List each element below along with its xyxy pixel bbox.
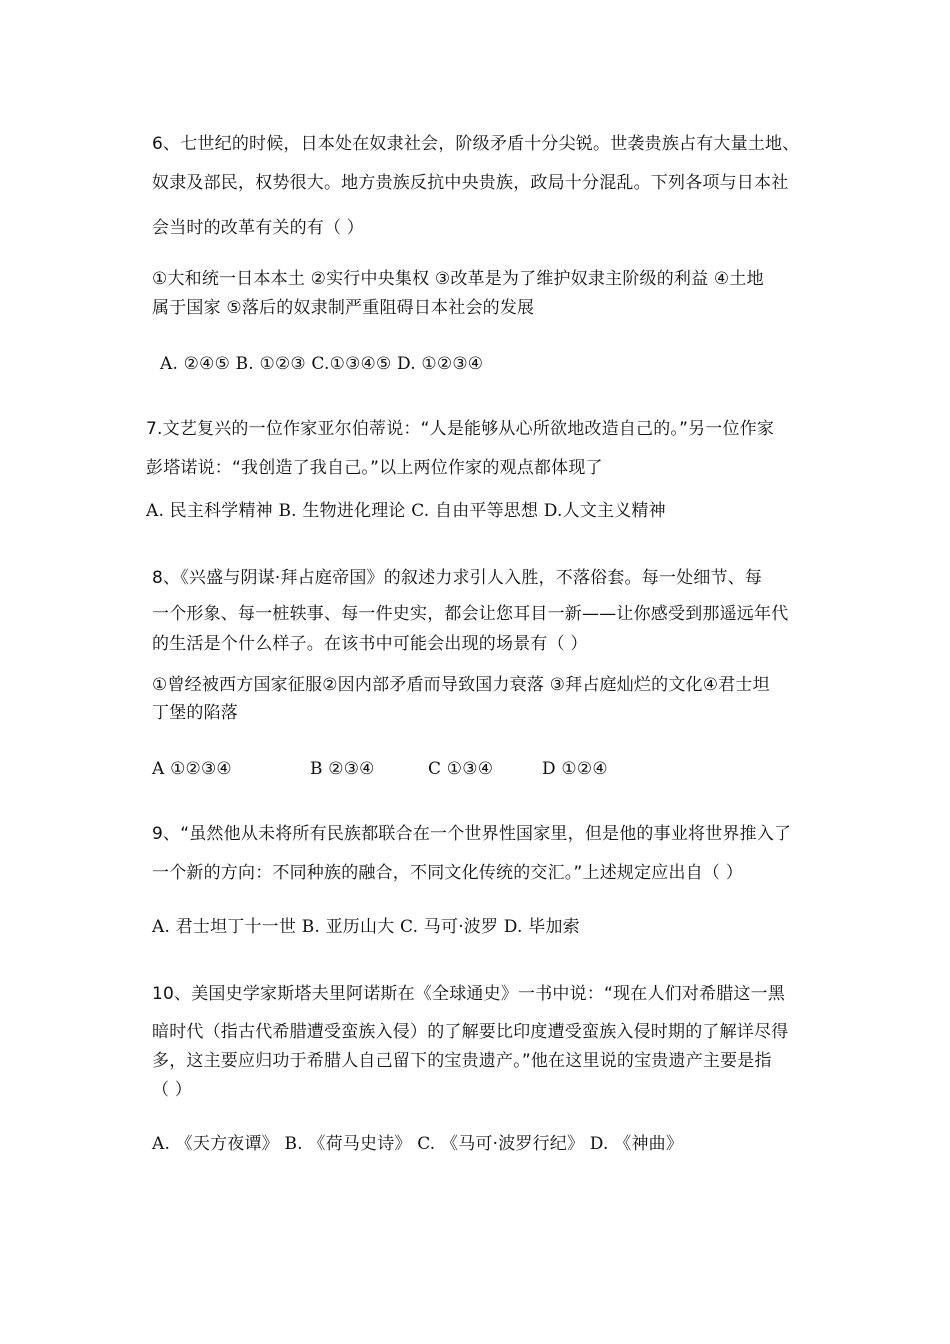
question-8-statements-line-2: 丁堡的陷落 xyxy=(152,703,238,723)
question-6-stem-line-3: 会当时的改革有关的有（ ） xyxy=(152,218,365,238)
question-8-option-b: B ②③④ xyxy=(310,759,375,779)
question-10-stem-line-2: 暗时代（指古代希腊遭受蛮族入侵）的了解要比印度遭受蛮族入侵时期的了解详尽得 xyxy=(152,1022,789,1042)
question-6-statements-line-1: ①大和统一日本本土 ②实行中央集权 ③改革是为了维护奴隶主阶级的利益 ④土地 xyxy=(152,269,764,289)
question-9-options: A. 君士坦丁十一世 B. 亚历山大 C. 马可·波罗 D. 毕加索 xyxy=(152,917,580,937)
question-8-stem-line-3: 的生活是个什么样子。在该书中可能会出现的场景有（ ） xyxy=(152,634,588,654)
question-9-stem-line-1: 9、“虽然他从未将所有民族都联合在一个世界性国家里，但是他的事业将世界推入了 xyxy=(152,824,792,844)
question-10-stem-line-1: 10、美国史学家斯塔夫里阿诺斯在《全球通史》一书中说：“现在人们对希腊这一黑 xyxy=(152,984,786,1004)
question-6-stem-line-1: 6、七世纪的时候，日本处在奴隶社会，阶级矛盾十分尖锐。世袭贵族占有大量土地、 xyxy=(152,134,800,154)
question-8-stem-line-1: 8、《兴盛与阴谋·拜占庭帝国》的叙述力求引人入胜，不落俗套。每一处细节、每 xyxy=(152,568,763,588)
question-10-stem-line-3: 多，这主要应归功于希腊人自己留下的宝贵遗产。”他在这里说的宝贵遗产主要是指 xyxy=(152,1051,772,1071)
question-9-stem-line-2: 一个新的方向：不同种族的融合，不同文化传统的交汇。”上述规定应出自（ ） xyxy=(152,863,743,883)
question-7-options: A. 民主科学精神 B. 生物进化理论 C. 自由平等思想 D.人文主义精神 xyxy=(146,501,666,521)
question-10-stem-line-4: （ ） xyxy=(152,1080,193,1100)
question-10-options: A. 《天方夜谭》 B. 《荷马史诗》 C. 《马可·波罗行纪》 D. 《神曲》 xyxy=(152,1134,684,1154)
question-8-option-a: A ①②③④ xyxy=(152,759,232,779)
question-8-option-d: D ①②④ xyxy=(542,759,608,779)
question-8-stem-line-2: 一个形象、每一桩轶事、每一件史实，都会让您耳目一新——让你感受到那遥远年代 xyxy=(152,604,789,624)
question-8-statements-line-1: ①曾经被西方国家征服②因内部矛盾而导致国力衰落 ③拜占庭灿烂的文化④君士坦 xyxy=(152,675,770,695)
question-7-stem-line-1: 7.文艺复兴的一位作家亚尔伯蒂说：“人是能够从心所欲地改造自己的。”另一位作家 xyxy=(146,419,775,439)
question-8-option-c: C ①③④ xyxy=(428,759,494,779)
question-7-stem-line-2: 彭塔诺说：“我创造了我自己。”以上两位作家的观点都体现了 xyxy=(146,458,603,478)
question-6-options: A. ②④⑤ B. ①②③ C.①③④⑤ D. ①②③④ xyxy=(160,354,484,374)
question-6-statements-line-2: 属于国家 ⑤落后的奴隶制严重阻碍日本社会的发展 xyxy=(152,298,535,318)
question-6-stem-line-2: 奴隶及部民，权势很大。地方贵族反抗中央贵族，政局十分混乱。下列各项与日本社 xyxy=(152,173,789,193)
